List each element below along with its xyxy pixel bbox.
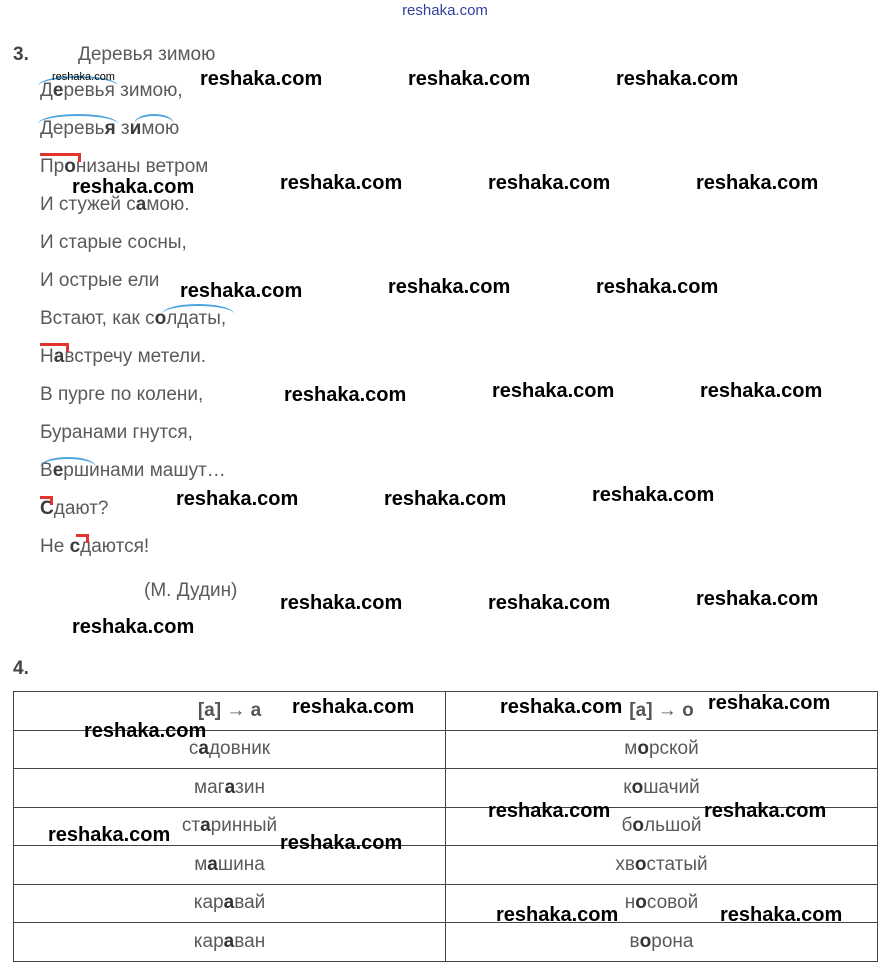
watermark: reshaka.com xyxy=(488,172,611,194)
watermark: reshaka.com xyxy=(384,488,507,510)
watermark: reshaka.com xyxy=(84,720,207,742)
text-segment: статый xyxy=(646,853,708,875)
watermark: reshaka.com xyxy=(616,68,739,90)
text-segment: ревья зимою, xyxy=(63,80,183,101)
text-segment: Встают, как с xyxy=(40,308,155,329)
poem-line xyxy=(40,384,203,406)
text-segment: лдаты, xyxy=(166,308,227,329)
highlighted-letter: о xyxy=(154,308,167,329)
watermark: reshaka.com xyxy=(72,616,195,638)
text-segment: льшой xyxy=(644,815,702,837)
highlighted-letter: о xyxy=(631,776,644,798)
word-cell-a xyxy=(14,769,446,808)
watermark: reshaka.com xyxy=(388,276,511,298)
site-header-link[interactable]: reshaka.com xyxy=(402,2,488,19)
root-arc-mark xyxy=(40,457,96,467)
watermark: reshaka.com xyxy=(596,276,719,298)
text-segment: вай xyxy=(234,892,266,914)
text-segment: н xyxy=(624,892,636,914)
highlighted-letter: а xyxy=(207,853,218,875)
highlighted-letter: о xyxy=(634,853,647,875)
watermark-small: reshaka.com xyxy=(52,71,115,83)
watermark: reshaka.com xyxy=(496,904,619,926)
text-segment: Буранами гнутся, xyxy=(40,422,193,443)
text-segment: даются! xyxy=(80,536,150,557)
highlighted-letter: о xyxy=(639,930,652,952)
watermark: reshaka.com xyxy=(48,824,171,846)
root-arc-mark xyxy=(38,114,118,124)
text-segment: ст xyxy=(181,815,201,837)
watermark: reshaka.com xyxy=(488,800,611,822)
text-segment: в xyxy=(629,930,640,952)
text-segment: низаны ветром xyxy=(75,156,209,177)
word-cell-a xyxy=(14,730,446,769)
watermark: reshaka.com xyxy=(704,800,827,822)
highlighted-letter: а xyxy=(223,892,235,914)
text-segment: ршинами машут… xyxy=(63,460,226,481)
text-segment: встречу метели. xyxy=(64,346,206,367)
highlighted-letter: а xyxy=(223,930,235,952)
highlighted-letter: а xyxy=(200,815,211,837)
root-arc-mark xyxy=(162,304,234,314)
highlighted-letter: С xyxy=(40,498,54,519)
text-segment: Н xyxy=(40,346,54,367)
highlighted-letter: и xyxy=(129,118,142,139)
watermark: reshaka.com xyxy=(176,488,299,510)
column-header-a: [а] → а xyxy=(14,692,446,731)
text-segment: шина xyxy=(217,853,265,875)
watermark: reshaka.com xyxy=(280,832,403,854)
poem-line xyxy=(40,422,193,444)
prefix-bracket-mark xyxy=(40,496,53,505)
poem-line xyxy=(40,232,187,254)
text-segment: рской xyxy=(648,738,699,760)
prefix-bracket-mark xyxy=(40,153,81,162)
text-segment: зин xyxy=(235,776,265,798)
highlighted-letter: е xyxy=(52,460,64,481)
text-segment: Деревь xyxy=(40,118,105,139)
table-row xyxy=(14,923,878,962)
watermark: reshaka.com xyxy=(280,592,403,614)
watermark: reshaka.com xyxy=(280,172,403,194)
prefix-bracket-mark xyxy=(76,534,89,543)
watermark: reshaka.com xyxy=(700,380,823,402)
highlighted-letter: а xyxy=(198,738,209,760)
text-segment: В xyxy=(40,460,53,481)
root-arc-mark xyxy=(134,114,174,124)
watermark: reshaka.com xyxy=(500,696,623,718)
text-segment: ринный xyxy=(210,815,278,837)
text-segment: з xyxy=(115,118,130,139)
watermark: reshaka.com xyxy=(200,68,323,90)
text-segment: Не xyxy=(40,536,70,557)
highlighted-letter: а xyxy=(135,194,147,215)
text-segment: дают? xyxy=(53,498,109,519)
text-segment: И острые ели xyxy=(40,270,160,291)
poem-line xyxy=(40,270,159,292)
exercise-4-number: 4. xyxy=(13,658,29,679)
text-segment: В пурге по колени, xyxy=(40,384,204,405)
highlighted-letter: а xyxy=(53,346,65,367)
text-segment: И старые сосны, xyxy=(40,232,187,253)
text-segment: м xyxy=(624,738,638,760)
text-segment: совой xyxy=(646,892,699,914)
watermark: reshaka.com xyxy=(488,592,611,614)
text-segment: б xyxy=(621,815,633,837)
watermark: reshaka.com xyxy=(408,68,531,90)
text-segment: ван xyxy=(234,930,266,952)
text-segment: мою xyxy=(141,118,180,139)
prefix-bracket-mark xyxy=(40,343,69,352)
word-cell-a xyxy=(14,884,446,923)
watermark: reshaka.com xyxy=(696,588,819,610)
poem-line xyxy=(40,536,149,558)
highlighted-letter: о xyxy=(632,815,645,837)
word-cell-a xyxy=(14,923,446,962)
watermark: reshaka.com xyxy=(72,176,195,198)
word-cell-o xyxy=(446,846,878,885)
watermark: reshaka.com xyxy=(284,384,407,406)
watermark: reshaka.com xyxy=(720,904,843,926)
text-segment: Пр xyxy=(40,156,65,177)
watermark: reshaka.com xyxy=(492,380,615,402)
text-segment: хв xyxy=(615,853,635,875)
text-segment: мою. xyxy=(146,194,190,215)
poem-title: Деревья зимою xyxy=(78,44,216,65)
text-segment: рона xyxy=(651,930,694,952)
highlighted-letter: о xyxy=(64,156,76,177)
watermark: reshaka.com xyxy=(292,696,415,718)
watermark: reshaka.com xyxy=(592,484,715,506)
text-segment: довник xyxy=(208,738,271,760)
poem-author: (М. Дудин) xyxy=(144,580,238,601)
column-header-o: [а] → о xyxy=(446,692,878,731)
text-segment: кар xyxy=(193,930,224,952)
text-segment: И стужей с xyxy=(40,194,136,215)
text-segment: м xyxy=(194,853,208,875)
word-cell-o xyxy=(446,730,878,769)
highlighted-letter: а xyxy=(224,776,236,798)
highlighted-letter: с xyxy=(69,536,81,557)
text-segment: с xyxy=(188,738,199,760)
text-segment: Д xyxy=(40,80,53,101)
watermark: reshaka.com xyxy=(180,280,303,302)
highlighted-letter: я xyxy=(104,118,116,139)
highlighted-letter: е xyxy=(52,80,64,101)
text-segment: шачий xyxy=(643,776,700,798)
watermark: reshaka.com xyxy=(696,172,819,194)
watermark: reshaka.com xyxy=(708,692,831,714)
text-segment: к xyxy=(623,776,632,798)
highlighted-letter: о xyxy=(637,738,649,760)
text-segment: маг xyxy=(194,776,225,798)
text-segment: кар xyxy=(193,892,224,914)
table-row xyxy=(14,846,878,885)
word-cell-o xyxy=(446,923,878,962)
exercise-3-number: 3. xyxy=(13,44,29,65)
highlighted-letter: о xyxy=(635,892,647,914)
